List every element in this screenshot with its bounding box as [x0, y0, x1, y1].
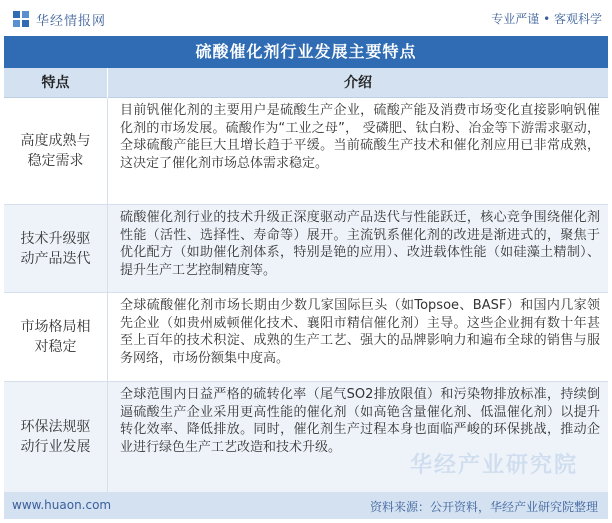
footer-source: 资料来源：公开资料，华经产业研究院整理 [369, 500, 598, 514]
watermark: 华经产业研究院 [410, 453, 579, 478]
footer-url: www.huaon.com [12, 498, 112, 512]
column-header-feature: 特点 [4, 68, 108, 98]
table-header [4, 68, 608, 98]
intro-cell: 全球硫酸催化剂市场长期由少数几家国际巨头（如Topsoe、BASF）和国内几家领先企业（如贵州威顿催化技术、襄阳市精信催化剂）主导。这些企业拥有数十年甚至上百年的技术积淀、成熟的生产工艺、强大的品牌影响力和遍布全球的销售与服务网络，市场份额集中度高。 [120, 298, 600, 366]
column-header-intro: 介绍 [344, 75, 372, 91]
feature-cell: 技术升级驱动产品迭代 [4, 205, 108, 292]
brand-name: 华经情报网 [36, 14, 107, 29]
table-row [4, 98, 608, 205]
table-row [4, 205, 608, 293]
feature-cell: 市场格局相对稳定 [4, 293, 108, 381]
intro-cell: 全球范围内日益严格的硫转化率（尾气SO2排放限值）和污染物排放标准，持续倒逼硫酸生产企业采用更高性能的催化剂（如高铯含量催化剂、低温催化剂）以提升转化效率、降低排放。同时，催化剂生产过程本身也面临严峻的环保挑战，推动企业进行绿色生产工艺改造和技术升级。 [120, 387, 600, 455]
top-bar [0, 0, 612, 36]
table-row [4, 293, 608, 382]
huaon-logo-icon [12, 10, 30, 28]
slogan: 专业严谨 • 客观科学 [491, 12, 602, 26]
intro-cell: 目前钒催化剂的主要用户是硫酸生产企业，硫酸产能及消费市场变化直接影响钒催化剂的市场发展。硫酸作为“工业之母”， 受磷肥、钛白粉、冶金等下游需求驱动，全球硫酸产能巨大且增长趋于平缓。当前硫酸生产技术和催化剂应用已非常成熟，这决定了催化剂市场总体需求稳定。 [120, 103, 600, 171]
intro-cell: 硫酸催化剂行业的技术升级正深度驱动产品迭代与性能跃迁，核心竞争围绕催化剂性能（活性、选择性、寿命等）展开。主流钒系催化剂的改进是渐进式的，聚焦于优化配方（如助催化剂体系，特别是铯的应用）、改进载体性能（如硅藻土精制）、提升生产工艺控制精度等。 [120, 210, 600, 278]
table-title: 硫酸催化剂行业发展主要特点 [4, 36, 608, 68]
feature-cell: 环保法规驱动行业发展 [4, 382, 108, 492]
footer [4, 493, 608, 519]
feature-cell: 高度成熟与稳定需求 [4, 98, 108, 204]
